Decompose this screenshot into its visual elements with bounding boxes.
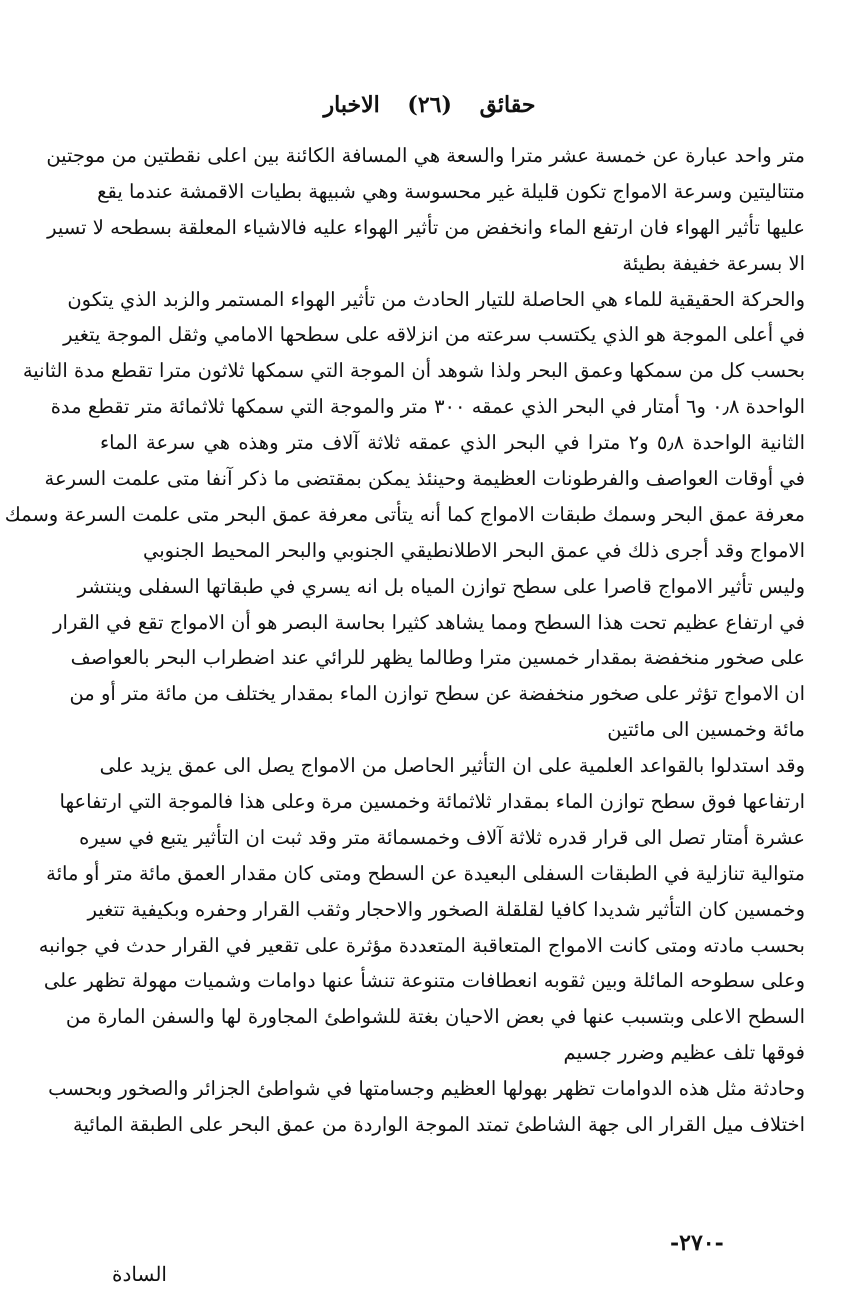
running-header <box>0 92 859 118</box>
text-line: اختلاف ميل القرار الى جهة الشاطئ تمتد الموجة الواردة من عمق البحر على الطبقة المائية <box>73 1113 805 1137</box>
page-number: -٢٧٠- <box>670 1230 724 1256</box>
text-line: في أعلى الموجة هو الذي يكتسب سرعته من انزلاقه على سطحها الامامي وثقل الموجة يتغير <box>63 323 805 347</box>
text-line: الامواج وقد أجرى ذلك في عمق البحر الاطلانطيقي الجنوبي والبحر المحيط الجنوبي <box>142 538 805 562</box>
text-line: السطح الاعلى وبتسبب عنها في بعض الاحيان بغتة للشواطئ المجاورة لها والسفن المارة من <box>65 1005 805 1029</box>
catchword: السادة <box>112 1262 167 1286</box>
text-line: بحسب مادته ومتى كانت الامواج المتعاقبة المتعددة مؤثرة على تقعير في القرار حدث في جوانبه <box>38 933 805 957</box>
text-line: وحادثة مثل هذه الدوامات تظهر بهولها العظيم وجسامتها في شواطئ الجزائر والصخور وبحسب <box>48 1077 805 1101</box>
text-line: والحركة الحقيقية للماء هي الحاصلة للتيار الحادث من تأثير الهواء المستمر والزبد الذي يتكون <box>67 287 805 311</box>
text-line: وقد استدلوا بالقواعد العلمية على ان التأثير الحاصل من الامواج يصل الى عمق يزيد على <box>99 754 805 778</box>
text-line: وعلى سطوحه المائلة وبين ثقوبه انعطافات متنوعة تنشأ عنها دوامات وشميات مهولة تظهر على <box>43 969 805 993</box>
text-line: متوالية تنازلية في الطبقات السفلى البعيدة عن السطح ومتى كان مقدار العمق مائة متر أو مائة <box>46 861 805 885</box>
header-title-left: الاخبار <box>323 92 380 118</box>
text-line: مائة وخمسين الى مائتين <box>607 718 805 742</box>
text-line: ارتفاعها فوق سطح توازن الماء بمقدار ثلاثمائة وخمسين مرة وعلى هذا فالموجة التي ارتفاعها <box>59 790 805 814</box>
header-title-right: حقائق <box>479 92 536 118</box>
text-line: معرفة عمق البحر وسمك طبقات الامواج كما أنه يتأتى معرفة عمق البحر متى علمت السرعة وسمك <box>4 502 805 526</box>
text-line: الثانية الواحدة ٥٫٨ و٢ مترا في البحر الذي عمقه ثلاثة آلاف متر وهذه هي سرعة الماء <box>100 431 805 455</box>
text-line: متر واحد عبارة عن خمسة عشر مترا والسعة هي المسافة الكائنة بين اعلى نقطتين من موجتين <box>46 144 805 167</box>
text-line: ان الامواج تؤثر على صخور منخفضة عن سطح توازن الماء بمقدار يختلف من مائة متر أو من <box>69 682 805 706</box>
text-line: في أوقات العواصف والفرطونات العظيمة وحينئذ يمكن بمقتضى ما ذكر آنفا متى علمت السرعة <box>44 467 805 491</box>
body-text <box>4 138 805 1143</box>
text-line: متتاليتين وسرعة الامواج تكون قليلة غير محسوسة وهي شبيهة بطيات الاقمشة عندما يقع <box>97 179 805 203</box>
text-line: فوقها تلف عظيم وضرر جسيم <box>563 1041 805 1065</box>
text-line: وخمسين كان التأثير شديدا كافيا لقلقلة الصخور والاحجار وثقب القرار وحفره وبكيفية تتغير <box>87 897 805 921</box>
text-line: الواحدة ٠٫٨ و٦ أمتار في البحر الذي عمقه ٣٠٠ متر والموجة التي سمكها ثلاثمائة متر تقطع مدة <box>50 395 805 419</box>
header-page-number: (٢٦) <box>407 92 452 118</box>
text-line: بحسب كل من سمكها وعمق البحر ولذا شوهد أن الموجة التي سمكها ثلاثون مترا تقطع مدة الثانية <box>22 359 805 383</box>
text-line: عليها تأثير الهواء فان ارتفع الماء وانخفض من تأثير الهواء عليه فالاشياء المعلقة بسطحه لا تسير <box>47 215 805 239</box>
text-line: عشرة أمتار تصل الى قرار قدره ثلاثة آلاف وخمسمائة متر وقد ثبت ان التأثير يتبع في سيره <box>79 825 805 849</box>
text-line: وليس تأثير الامواج قاصرا على سطح توازن المياه بل انه يسري في طبقاتها السفلى وينتشر <box>77 574 805 598</box>
text-line: على صخور منخفضة بمقدار خمسين مترا وطالما يظهر للرائي عند اضطراب البحر بالعواصف <box>70 646 805 670</box>
text-line: في ارتفاع عظيم تحت هذا السطح ومما يشاهد كثيرا بحاسة البصر هو أن الامواج تقع في القرار <box>53 610 805 634</box>
text-line: الا بسرعة خفيفة بطيئة <box>622 251 805 275</box>
